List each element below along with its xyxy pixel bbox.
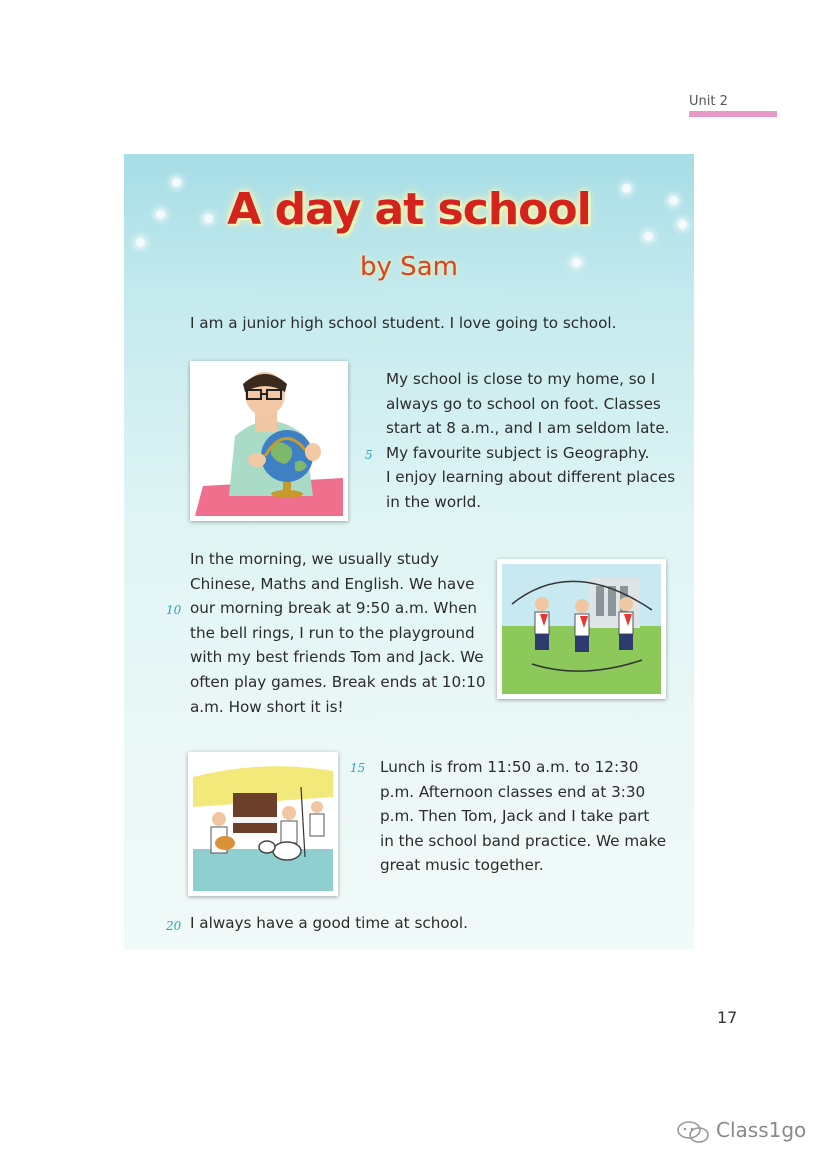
unit-label: Unit 2 xyxy=(689,94,728,109)
text-line: great music together. xyxy=(380,856,544,875)
text-line: p.m. Afternoon classes end at 3:30 xyxy=(380,782,646,801)
school-band-picture xyxy=(188,752,338,896)
text-line: often play games. Break ends at 10:10 xyxy=(190,672,486,691)
text-line: our morning break at 9:50 a.m. When xyxy=(190,599,478,618)
line-number: 5 xyxy=(365,448,373,462)
text-line: in the world. xyxy=(386,492,482,511)
line-number: 20 xyxy=(166,919,182,933)
text-line: always go to school on foot. Classes xyxy=(386,394,661,413)
watermark-text: Class1go xyxy=(716,1118,807,1142)
playground-picture xyxy=(497,559,666,699)
unit-divider-bar xyxy=(689,111,777,117)
intro-text: I am a junior high school student. I love going to school. xyxy=(190,314,617,332)
text-line: with my best friends Tom and Jack. We xyxy=(190,648,484,667)
page-title: A day at school xyxy=(227,184,591,235)
text-line: I enjoy learning about different places xyxy=(386,468,676,487)
text-line: start at 8 a.m., and I am seldom late. xyxy=(386,419,670,438)
text-line: My favourite subject is Geography. xyxy=(386,443,650,462)
text-line: My school is close to my home, so I xyxy=(386,370,656,388)
line-number: 10 xyxy=(166,603,182,617)
page-number: 17 xyxy=(717,1008,738,1027)
text-line: the bell rings, I run to the playground xyxy=(190,623,475,642)
line-number: 15 xyxy=(350,761,366,775)
text-line: a.m. How short it is! xyxy=(190,697,344,716)
paragraph-3 xyxy=(380,755,666,878)
text-line: Chinese, Maths and English. We have xyxy=(190,574,475,593)
text-line: in the school band practice. We make xyxy=(380,831,667,850)
paragraph-2 xyxy=(190,547,486,719)
text-line: Lunch is from 11:50 a.m. to 12:30 xyxy=(380,758,639,776)
wechat-icon xyxy=(676,1120,712,1144)
text-line: In the morning, we usually study xyxy=(190,550,439,568)
paragraph-1 xyxy=(386,367,675,515)
sparkle-icon xyxy=(136,238,145,247)
author-byline: by Sam xyxy=(360,252,458,282)
text-line: p.m. Then Tom, Jack and I take part xyxy=(380,807,650,826)
closing-text: I always have a good time at school. xyxy=(190,914,468,932)
teacher-globe-picture xyxy=(190,361,348,521)
